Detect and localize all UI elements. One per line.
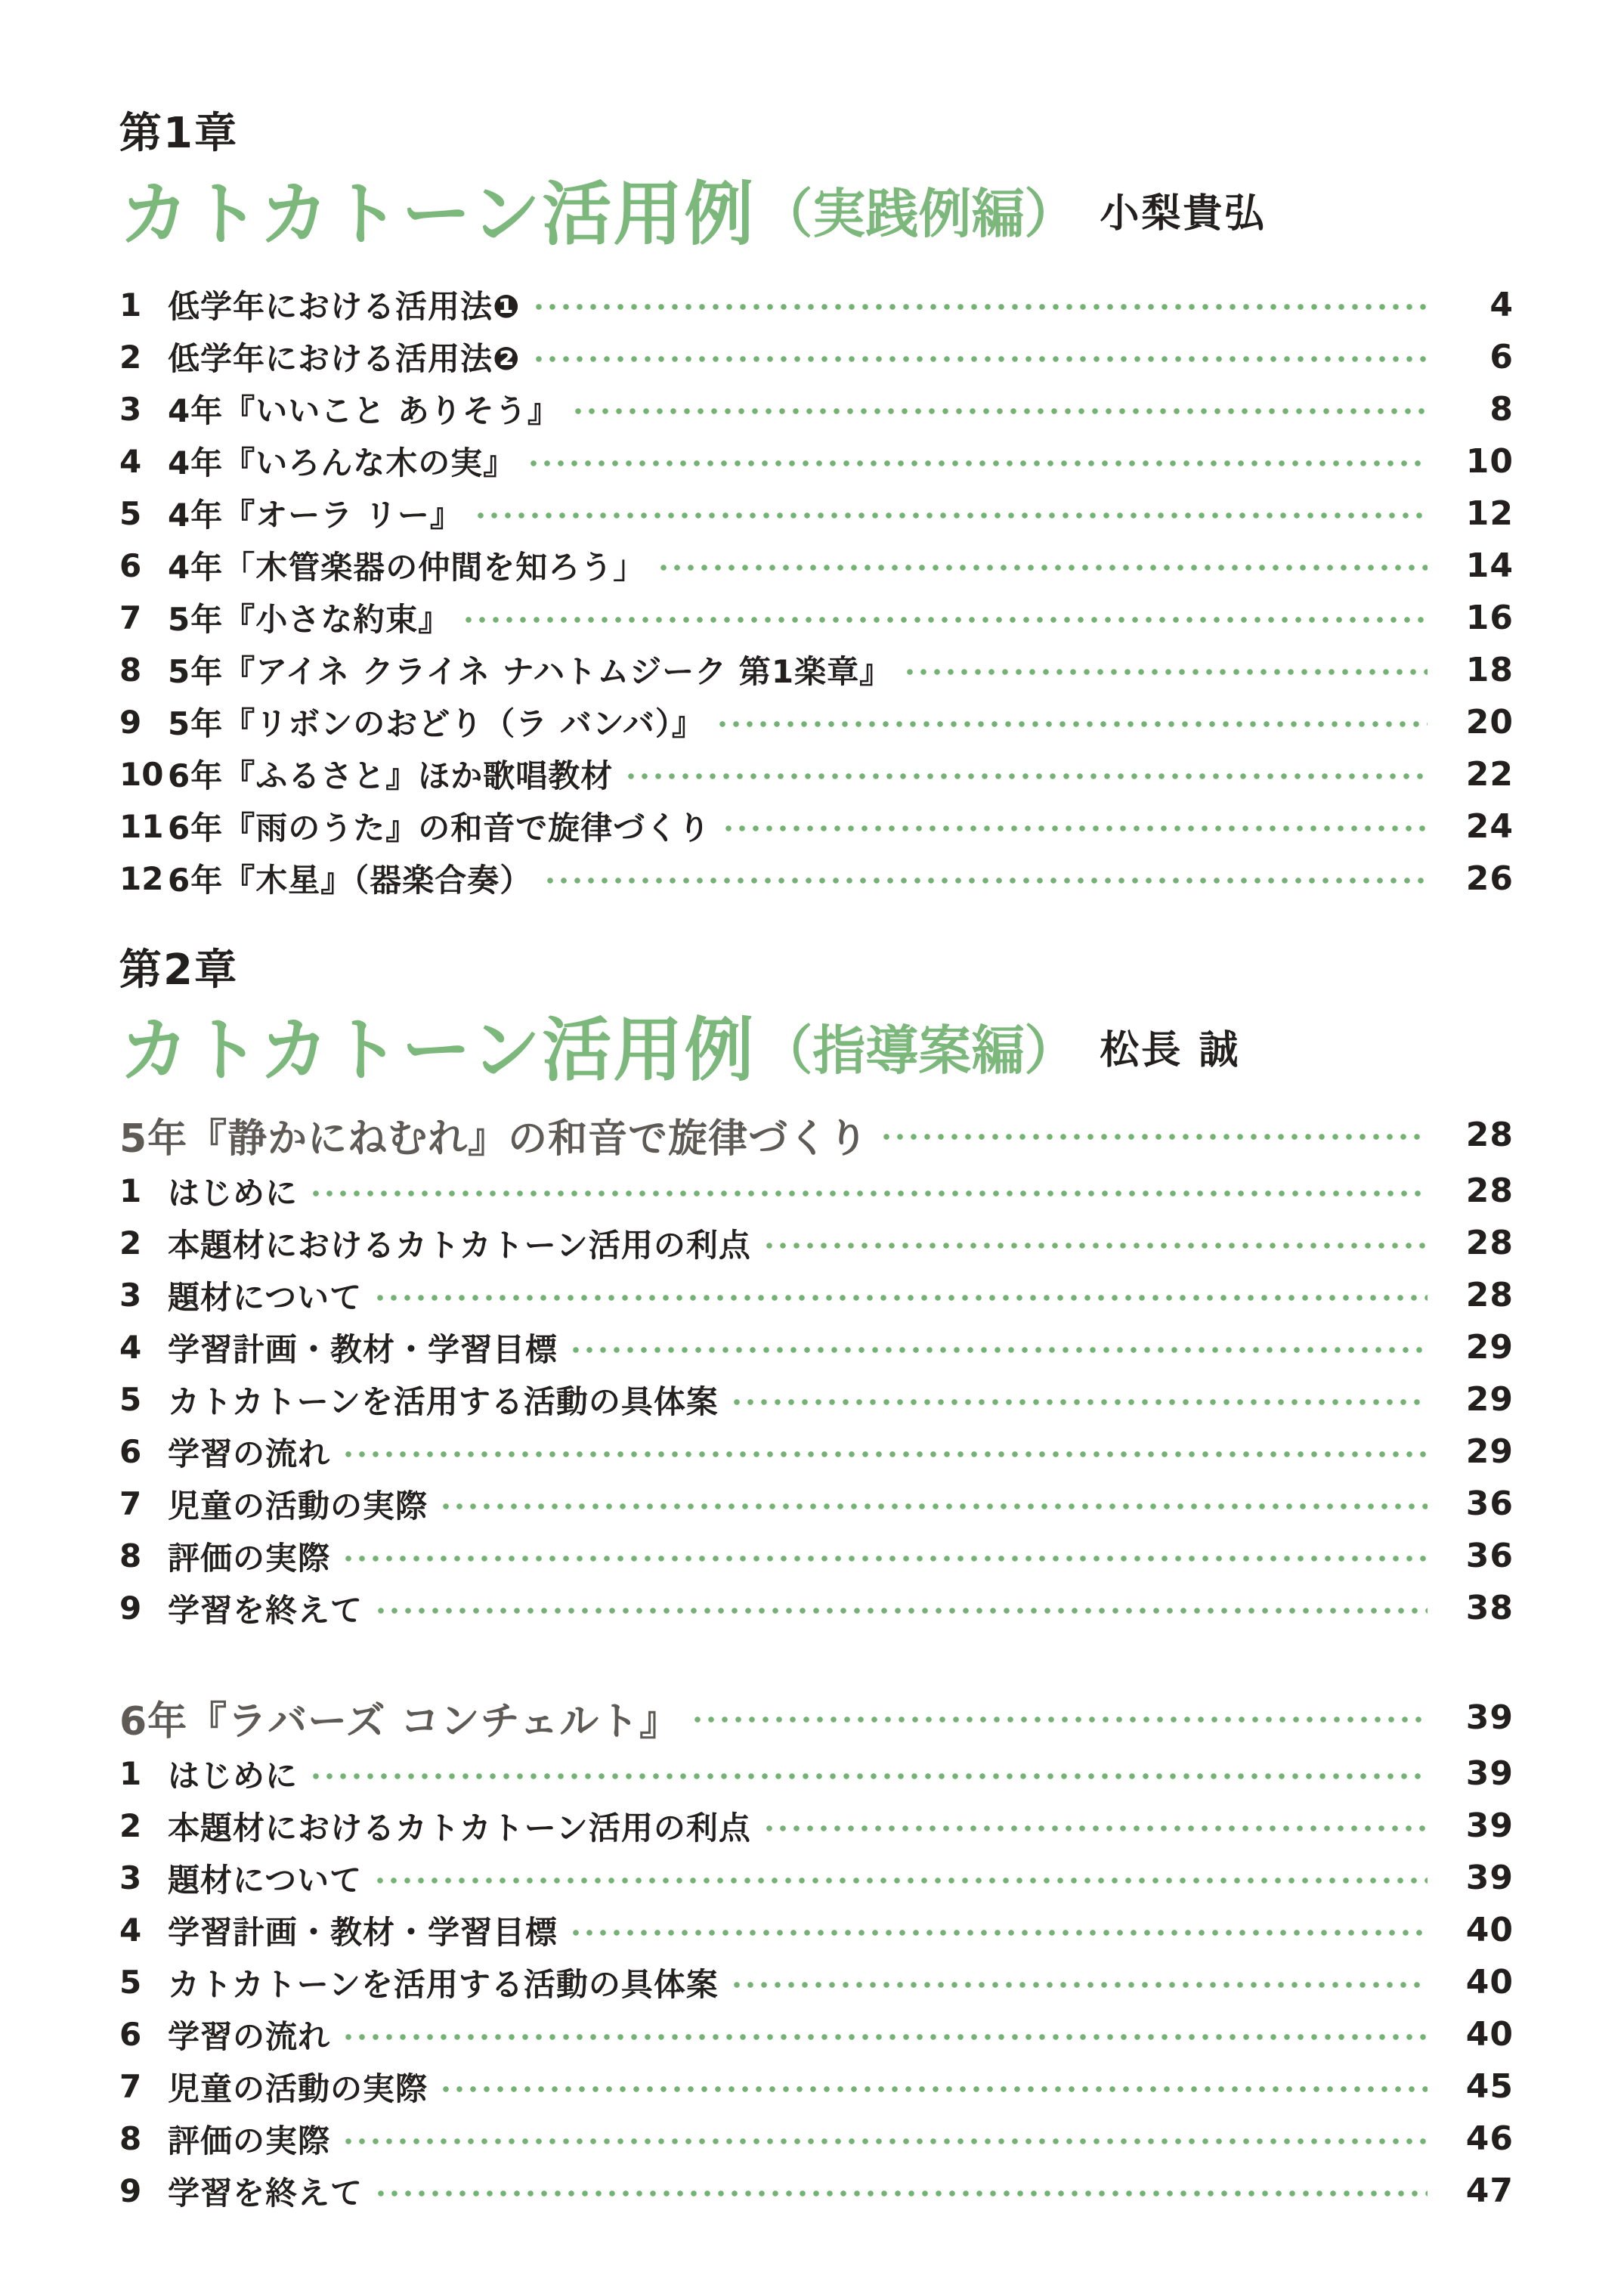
item-number: 8: [119, 1537, 142, 1575]
item-page: 6: [1489, 337, 1514, 376]
dot-leader: [378, 1606, 1428, 1615]
item-number: 4: [119, 1912, 142, 1949]
chapter-2-heading: [119, 1011, 1514, 1089]
item-number: 6: [119, 1433, 142, 1471]
item-title: 本題材におけるカトカトーン活用の利点: [168, 1226, 751, 1264]
dot-leader: [719, 720, 1428, 729]
toc-row: [119, 1321, 1514, 1373]
item-page: 8: [1489, 389, 1514, 429]
item-title: 学習を終えて: [168, 1591, 363, 1629]
item-page: 39: [1465, 1754, 1514, 1794]
item-number: 3: [119, 1277, 142, 1314]
item-page: 12: [1465, 494, 1514, 533]
dot-leader: [377, 1876, 1428, 1885]
toc-row: [119, 1852, 1514, 1904]
toc-row: [119, 1800, 1514, 1852]
item-page: 14: [1465, 546, 1514, 585]
item-page: 29: [1465, 1328, 1514, 1367]
item-number: 5: [119, 494, 142, 532]
dot-leader: [573, 1345, 1428, 1354]
item-page: 28: [1465, 1172, 1514, 1211]
item-page: 20: [1465, 702, 1514, 741]
chapter-1-label: 第1章: [119, 109, 238, 158]
item-title: 題材について: [168, 1278, 363, 1316]
dot-leader: [660, 563, 1428, 572]
toc-row: [119, 1426, 1514, 1478]
item-page: 40: [1465, 2015, 1514, 2054]
item-number: 5: [119, 1381, 142, 1419]
item-title: 6年『雨のうた』の和音で旋律づくり: [168, 810, 711, 847]
item-number: 4: [119, 1329, 142, 1367]
item-title: 本題材におけるカトカトーン活用の利点: [168, 1809, 751, 1847]
item-page: 45: [1465, 2067, 1514, 2107]
toc-row: [119, 800, 1514, 853]
toc-row: [119, 748, 1514, 800]
item-title: 5年『リボンのおどり（ラ バンバ）』: [168, 705, 704, 743]
chapter-1-heading: [119, 175, 1514, 253]
dot-leader: [443, 2085, 1428, 2094]
toc-row: [119, 696, 1514, 748]
chapter-2-label: 第2章: [119, 945, 238, 995]
section-title: 5年『静かにねむれ』の和音で旋律づくり: [119, 1116, 869, 1162]
dot-leader: [766, 1241, 1428, 1250]
item-title: 学習の流れ: [168, 1435, 331, 1472]
item-number: 6: [119, 546, 142, 584]
toc-row: [119, 1373, 1514, 1426]
item-title: 学習の流れ: [168, 2017, 331, 2055]
dot-leader: [628, 772, 1428, 781]
item-page: 10: [1465, 441, 1514, 481]
dot-leader: [694, 1715, 1428, 1724]
item-title: 4年『オーラ リー』: [168, 497, 462, 534]
chapter-1-title: カトカトーン活用例: [119, 173, 756, 255]
item-number: 2: [119, 338, 142, 376]
dot-leader: [345, 1554, 1428, 1563]
dot-leader: [443, 1502, 1428, 1511]
item-title: 6年『木星』（器楽合奏）: [168, 862, 533, 899]
item-number: 8: [119, 2120, 142, 2158]
item-page: 16: [1465, 598, 1514, 637]
item-number: 3: [119, 390, 142, 428]
section-title: 6年『ラバーズ コンチェルト』: [119, 1698, 680, 1744]
toc-row: [119, 1269, 1514, 1321]
item-number: 11: [119, 807, 164, 845]
item-number: 7: [119, 1485, 142, 1523]
section-page: 28: [1465, 1115, 1514, 1154]
dot-leader: [345, 1450, 1428, 1459]
item-title: 低学年における活用法❷: [168, 340, 521, 378]
section-lovers-concerto: [119, 1687, 1514, 2217]
item-number: 1: [119, 1172, 142, 1210]
dot-leader: [766, 1824, 1428, 1833]
dot-leader: [478, 511, 1428, 520]
toc-row: [119, 1165, 1514, 1217]
item-title: 4年『いいこと ありそう』: [168, 392, 560, 430]
chapter-1-subtitle: （実践例編）: [759, 182, 1078, 245]
item-number: 3: [119, 1859, 142, 1897]
item-number: 5: [119, 1964, 142, 2001]
dot-leader: [531, 459, 1428, 468]
dot-leader: [377, 1293, 1428, 1302]
dot-leader: [883, 1132, 1428, 1141]
section-heading-row: [119, 1104, 1514, 1165]
item-page: 28: [1465, 1224, 1514, 1263]
item-number: 8: [119, 651, 142, 689]
toc-row: [119, 2008, 1514, 2060]
dot-leader: [466, 615, 1428, 624]
dot-leader: [547, 876, 1428, 885]
item-number: 6: [119, 2016, 142, 2054]
item-title: はじめに: [168, 1757, 299, 1794]
item-title: カトカトーンを活用する活動の具体案: [168, 1965, 719, 2003]
section-shizuka-ni-nemure: [119, 1104, 1514, 1634]
item-page: 36: [1465, 1484, 1514, 1524]
item-page: 22: [1465, 754, 1514, 794]
item-page: 40: [1465, 1911, 1514, 1950]
toc-row: [119, 2060, 1514, 2113]
item-title: 5年『アイネ クライネ ナハトムジーク 第1楽章』: [168, 653, 892, 691]
dot-leader: [575, 407, 1428, 416]
dot-leader: [536, 302, 1428, 311]
item-page: 29: [1465, 1432, 1514, 1472]
toc-row: [119, 540, 1514, 592]
dot-leader: [345, 2137, 1428, 2146]
item-page: 47: [1465, 2172, 1514, 2211]
toc-row: [119, 2113, 1514, 2165]
chapter-2-author: 松長 誠: [1100, 1027, 1241, 1073]
item-title: はじめに: [168, 1174, 299, 1212]
toc-row: [119, 1956, 1514, 2008]
item-page: 36: [1465, 1537, 1514, 1576]
item-title: 4年「木管楽器の仲間を知ろう」: [168, 549, 646, 587]
item-page: 39: [1465, 1806, 1514, 1846]
item-page: 24: [1465, 806, 1514, 846]
toc-row: [119, 279, 1514, 331]
item-number: 4: [119, 442, 142, 480]
item-number: 1: [119, 1755, 142, 1793]
toc-row: [119, 1478, 1514, 1530]
item-number: 9: [119, 1590, 142, 1627]
toc-row: [119, 383, 1514, 435]
section-heading-row: [119, 1687, 1514, 1748]
toc-row: [119, 2165, 1514, 2217]
item-page: 40: [1465, 1963, 1514, 2002]
section-page: 39: [1465, 1698, 1514, 1737]
toc-row: [119, 1748, 1514, 1800]
chapter-2-title: カトカトーン活用例: [119, 1010, 756, 1091]
toc-row: [119, 331, 1514, 383]
toc-row: [119, 1530, 1514, 1582]
item-title: 児童の活動の実際: [168, 1487, 428, 1525]
dot-leader: [725, 824, 1428, 833]
item-title: 題材について: [168, 1861, 363, 1899]
item-page: 38: [1465, 1589, 1514, 1628]
toc-row: [119, 1582, 1514, 1634]
item-number: 12: [119, 859, 164, 897]
dot-leader: [573, 1928, 1428, 1937]
item-page: 18: [1465, 650, 1514, 689]
item-number: 10: [119, 755, 164, 793]
toc-row: [119, 435, 1514, 488]
item-title: 児童の活動の実際: [168, 2070, 428, 2107]
item-page: 4: [1489, 285, 1514, 324]
chapter-2: [119, 947, 1514, 2218]
item-page: 39: [1465, 1859, 1514, 1898]
toc-row: [119, 1904, 1514, 1956]
item-title: 学習を終えて: [168, 2174, 363, 2212]
toc-row: [119, 853, 1514, 905]
item-page: 28: [1465, 1276, 1514, 1315]
item-number: 7: [119, 2068, 142, 2106]
item-number: 7: [119, 599, 142, 636]
item-number: 9: [119, 2172, 142, 2210]
dot-leader: [734, 1980, 1428, 1989]
item-title: 評価の実際: [168, 2122, 331, 2159]
item-title: カトカトーンを活用する活動の具体案: [168, 1382, 719, 1420]
chapter-1-toc: [119, 279, 1514, 905]
dot-leader: [907, 667, 1428, 676]
toc-row: [119, 644, 1514, 696]
item-number: 9: [119, 703, 142, 741]
item-number: 2: [119, 1224, 142, 1262]
chapter-1: [119, 110, 1514, 905]
dot-leader: [378, 2189, 1428, 2198]
chapter-1-author: 小梨貴弘: [1100, 190, 1267, 237]
chapter-2-subtitle: （指導案編）: [759, 1019, 1078, 1082]
toc-row: [119, 592, 1514, 644]
dot-leader: [536, 354, 1428, 364]
dot-leader: [734, 1398, 1428, 1407]
dot-leader: [345, 2032, 1428, 2042]
dot-leader: [313, 1189, 1428, 1198]
item-title: 4年『いろんな木の実』: [168, 444, 516, 482]
item-title: 評価の実際: [168, 1539, 331, 1577]
item-title: 5年『小さな約束』: [168, 601, 451, 639]
item-title: 学習計画・教材・学習目標: [168, 1913, 558, 1951]
item-number: 1: [119, 286, 142, 324]
item-title: 低学年における活用法❶: [168, 288, 521, 326]
item-page: 46: [1465, 2119, 1514, 2159]
item-page: 29: [1465, 1380, 1514, 1419]
toc-row: [119, 488, 1514, 540]
item-number: 2: [119, 1807, 142, 1845]
dot-leader: [313, 1772, 1428, 1781]
item-title: 学習計画・教材・学習目標: [168, 1330, 558, 1368]
toc-row: [119, 1217, 1514, 1269]
item-page: 26: [1465, 859, 1514, 898]
item-title: 6年『ふるさと』ほか歌唱教材: [168, 757, 614, 795]
